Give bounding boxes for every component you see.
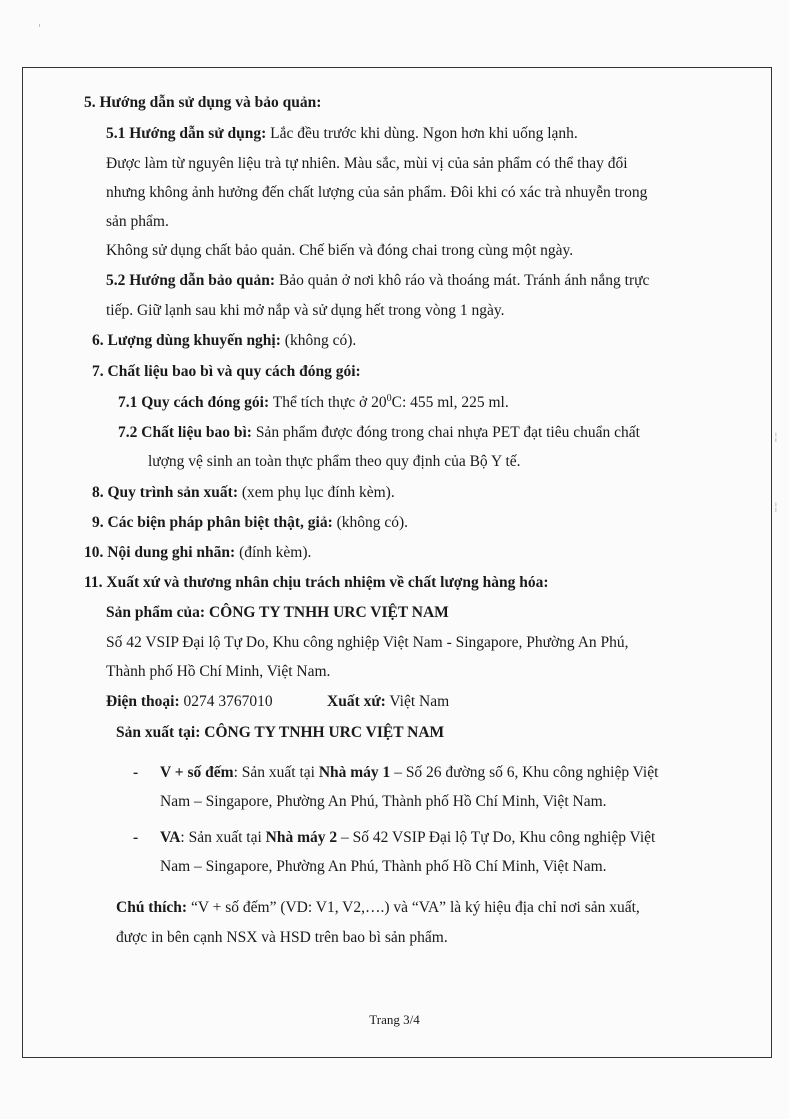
bullet-1-text-a: : Sản xuất tại [233, 764, 319, 781]
section-5-paragraph-1: Được làm từ nguyên liệu trà tự nhiên. Màu sắc, mùi vị của sản phẩm có thể thay đổi [106, 155, 628, 172]
note-text: “V + số đếm” (VD: V1, V2,….) và “VA” là ký hiệu địa chỉ nơi sản xuất, [187, 899, 640, 916]
section-6-label: 6. Lượng dùng khuyến nghị: [92, 332, 281, 349]
produced-at-line [116, 723, 444, 743]
section-8-label: 8. Quy trình sản xuất: [92, 484, 238, 501]
origin-line [327, 692, 449, 712]
bullet-1-label: V + số đếm [160, 764, 234, 781]
bullet-1 [160, 763, 658, 783]
section-10-label: 10. Nội dung ghi nhãn: [84, 544, 236, 561]
section-7-1-sup: 0 [386, 392, 392, 404]
section-9-text: (không có). [332, 514, 409, 531]
bullet-1-factory: Nhà máy 1 [318, 764, 391, 781]
origin-label: Xuất xứ: [327, 693, 386, 710]
section-9-label: 9. Các biện pháp phân biệt thật, giả: [92, 514, 333, 531]
section-5-1 [106, 124, 578, 144]
section-8-text: (xem phụ lục đính kèm). [238, 484, 395, 501]
maker-label: Sản phẩm của: [106, 604, 206, 621]
bullet-2-text-a: : Sản xuất tại [180, 829, 266, 846]
section-7-heading: 7. Chất liệu bao bì và quy cách đóng gói: [92, 363, 361, 380]
section-7-2-label: 7.2 Chất liệu bao bì: [118, 424, 252, 441]
section-5-paragraph-3: sản phẩm. [106, 213, 169, 230]
maker-address-1: Số 42 VSIP Đại lộ Tự Do, Khu công nghiệp Việt Nam - Singapore, Phường An Phú, [106, 634, 629, 651]
section-5-1-text: Lắc đều trước khi dùng. Ngon hơn khi uống lạnh. [266, 125, 578, 142]
section-5-heading: 5. Hướng dẫn sử dụng và bảo quản: [84, 94, 322, 111]
page-number: Trang 3/4 [369, 1012, 420, 1027]
section-9 [92, 513, 408, 533]
section-5-2-label: 5.2 Hướng dẫn bảo quản: [106, 272, 276, 289]
origin-value: Việt Nam [385, 693, 450, 710]
scan-mark-top: ' [38, 22, 42, 35]
bullet-2-factory: Nhà máy 2 [265, 829, 338, 846]
bullet-1-continued: Nam – Singapore, Phường An Phú, Thành phố Hồ Chí Minh, Việt Nam. [160, 793, 607, 810]
bullet-2-text-b: – Số 42 VSIP Đại lộ Tự Do, Khu công nghiệp Việt [337, 829, 656, 846]
section-5-2 [106, 271, 649, 291]
bullet-2-continued: Nam – Singapore, Phường An Phú, Thành phố Hồ Chí Minh, Việt Nam. [160, 858, 607, 875]
section-10-text: (đính kèm). [235, 544, 312, 561]
section-10 [84, 543, 311, 563]
section-7-2 [118, 423, 640, 443]
section-7-1-label: 7.1 Quy cách đóng gói: [118, 394, 270, 411]
bullet-2 [160, 828, 655, 848]
bullet-2-dash: - [133, 829, 139, 846]
note-line [116, 898, 640, 918]
section-7-1-text-a: Thể tích thực ở 20 [269, 394, 387, 411]
maker-line [106, 603, 449, 623]
section-7-2-continued: lượng vệ sinh an toàn thực phẩm theo quy định của Bộ Y tế. [148, 453, 521, 470]
produced-label: Sản xuất tại: [116, 724, 201, 741]
section-6 [92, 331, 356, 351]
section-7-1 [118, 393, 509, 413]
bullet-1-dash: - [133, 764, 139, 781]
section-6-text: (không có). [280, 332, 357, 349]
bullet-2-label: VA [160, 829, 181, 846]
section-5-paragraph-2: nhưng không ảnh hưởng đến chất lượng của sản phẩm. Đôi khi có xác trà nhuyễn trong [106, 184, 648, 201]
bullet-1-text-b: – Số 26 đường số 6, Khu công nghiệp Việt [390, 764, 659, 781]
section-5-2-text: Bảo quản ở nơi khô ráo và thoáng mát. Tránh ánh nắng trực [275, 272, 650, 289]
produced-name: CÔNG TY TNHH URC VIỆT NAM [200, 724, 445, 741]
note-label: Chú thích: [116, 899, 188, 916]
phone-label: Điện thoại: [106, 693, 180, 710]
scan-mark-side-2: ¦ [774, 500, 778, 513]
phone-value: 0274 3767010 [179, 693, 273, 710]
section-8 [92, 483, 395, 503]
maker-name: CÔNG TY TNHH URC VIỆT NAM [205, 604, 449, 621]
note-continued: được in bên cạnh NSX và HSD trên bao bì sản phẩm. [116, 929, 448, 946]
section-11-heading: 11. Xuất xứ và thương nhân chịu trách nhiệm về chất lượng hàng hóa: [84, 574, 549, 591]
section-5-2-continued: tiếp. Giữ lạnh sau khi mở nắp và sử dụng hết trong vòng 1 ngày. [106, 302, 505, 319]
phone-origin-line [106, 692, 273, 712]
maker-address-2: Thành phố Hồ Chí Minh, Việt Nam. [106, 663, 331, 680]
section-5-paragraph-4: Không sử dụng chất bảo quản. Chế biến và đóng chai trong cùng một ngày. [106, 242, 574, 259]
section-7-1-text-b: C: 455 ml, 225 ml. [391, 394, 509, 411]
section-5-1-label: 5.1 Hướng dẫn sử dụng: [106, 125, 267, 142]
scan-mark-side: ¦ [774, 430, 778, 443]
section-7-2-text: Sản phẩm được đóng trong chai nhựa PET đạt tiêu chuẩn chất [251, 424, 640, 441]
